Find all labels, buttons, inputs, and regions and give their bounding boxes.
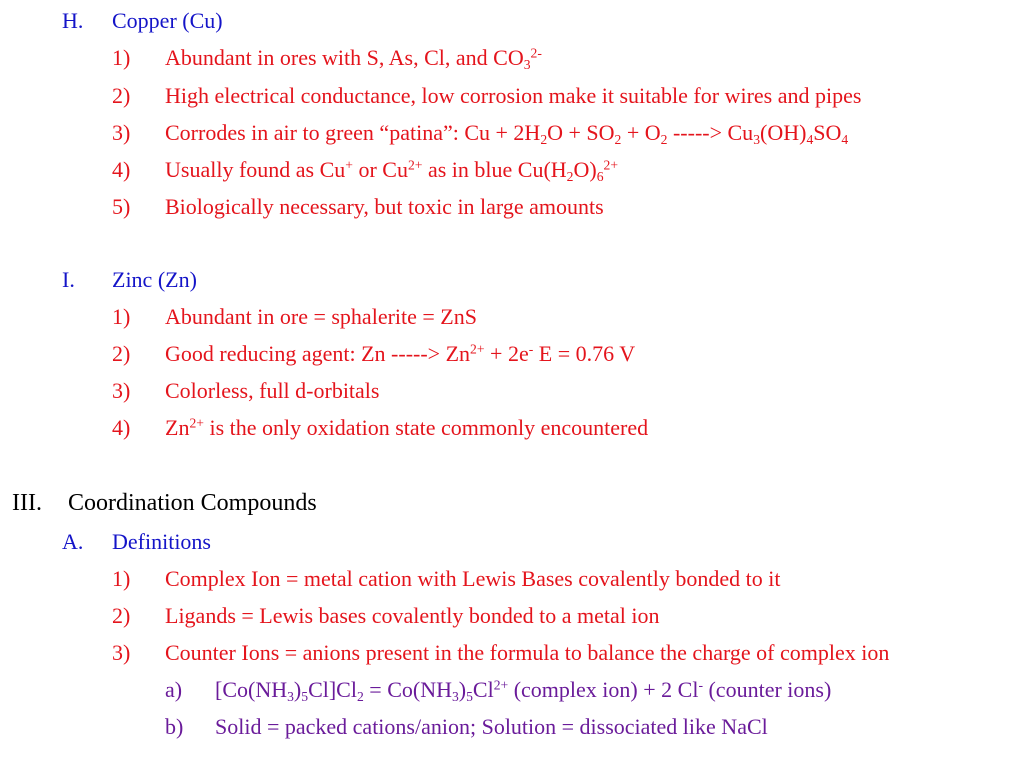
item-text: $Zn^{2+}$ is the only oxidation state commonly encountered bbox=[165, 415, 649, 440]
item-number: 1) bbox=[112, 566, 131, 591]
subscript: 4 bbox=[841, 131, 849, 147]
item-letter: b) bbox=[165, 714, 184, 739]
item-text: Complex Ion = metal cation with Lewis Bases covalently bonded to it bbox=[165, 566, 781, 591]
item-number: 2) bbox=[112, 83, 131, 108]
subscript: 2 bbox=[540, 131, 548, 147]
item-number: 3) bbox=[112, 120, 131, 145]
subscript: 4 bbox=[806, 131, 814, 147]
superscript: 2+ bbox=[603, 157, 618, 173]
item-number: 2) bbox=[112, 341, 131, 366]
subscript: 2 bbox=[660, 131, 668, 147]
subscript: 3 bbox=[287, 688, 294, 704]
superscript: 2+ bbox=[407, 157, 423, 173]
section-a-title: Definitions bbox=[112, 529, 211, 554]
item-letter: a) bbox=[165, 677, 183, 702]
subscript: 2 bbox=[566, 168, 574, 184]
superscript: 2+ bbox=[493, 677, 509, 693]
subscript: 2 bbox=[614, 131, 622, 147]
item-text: Solid = packed cations/anion; Solution = dissociated like NaCl bbox=[215, 714, 768, 739]
item-text: Biologically necessary, but toxic in large amounts bbox=[165, 194, 604, 219]
item-text: Abundant in ore = sphalerite = ZnS bbox=[165, 304, 477, 329]
superscript: - bbox=[528, 341, 534, 357]
section-a-marker: A. bbox=[62, 529, 84, 554]
item-text: High electrical conductance, low corrosion make it suitable for wires and pipes bbox=[165, 83, 862, 108]
subscript: 6 bbox=[596, 168, 604, 184]
superscript: 2- bbox=[530, 45, 542, 61]
superscript: + bbox=[345, 157, 353, 173]
item-number: 3) bbox=[112, 378, 131, 403]
item-number: 4) bbox=[112, 157, 131, 182]
item-text: Counter Ions = anions present in the formula to balance the charge of complex ion bbox=[165, 640, 890, 665]
item-text: $[Co(NH_3)_5Cl]Cl_2 = Co(NH_3)_5Cl^{2+}$ (complex ion) + 2 Cl- (counter ions) bbox=[215, 677, 832, 704]
section-i-title: Zinc (Zn) bbox=[112, 267, 197, 292]
item-text: Colorless, full d-orbitals bbox=[165, 378, 380, 403]
item-text: Ligands = Lewis bases covalently bonded to a metal ion bbox=[165, 603, 660, 628]
item-text: Abundant in ores with S, As, Cl, and $CO_3^{2-}$ bbox=[165, 45, 542, 72]
item-number: 5) bbox=[112, 194, 131, 219]
superscript: - bbox=[698, 677, 703, 693]
item-number: 3) bbox=[112, 640, 131, 665]
item-text: Corrodes in air to green “patina”: $Cu + 2H_2O + SO_2 + O_2$ -----> $Cu_3(OH)_4SO_4$ bbox=[165, 120, 849, 147]
section-i-marker: I. bbox=[62, 267, 75, 292]
section-h-title: Copper (Cu) bbox=[112, 8, 223, 33]
superscript: 2+ bbox=[470, 341, 485, 357]
subscript: 3 bbox=[523, 56, 531, 72]
item-number: 2) bbox=[112, 603, 131, 628]
section-h-marker: H. bbox=[62, 8, 84, 33]
item-text: Usually found as Cu+ or $Cu^{2+}$ as in blue $Cu(H_2O)_6^{2+}$ bbox=[165, 157, 618, 184]
subscript: 3 bbox=[753, 131, 760, 147]
section-iii-marker: III. bbox=[12, 490, 42, 516]
subscript: 5 bbox=[466, 688, 473, 704]
subscript: 3 bbox=[451, 688, 459, 704]
item-number: 1) bbox=[112, 45, 131, 70]
subscript: 2 bbox=[356, 688, 364, 704]
item-number: 1) bbox=[112, 304, 131, 329]
section-iii-title: Coordination Compounds bbox=[68, 490, 317, 516]
superscript: 2+ bbox=[189, 415, 204, 431]
item-text: Good reducing agent: Zn -----> $Zn^{2+} + 2e^-$ E = 0.76 V bbox=[165, 341, 636, 366]
subscript: 5 bbox=[301, 688, 309, 704]
item-number: 4) bbox=[112, 415, 131, 440]
